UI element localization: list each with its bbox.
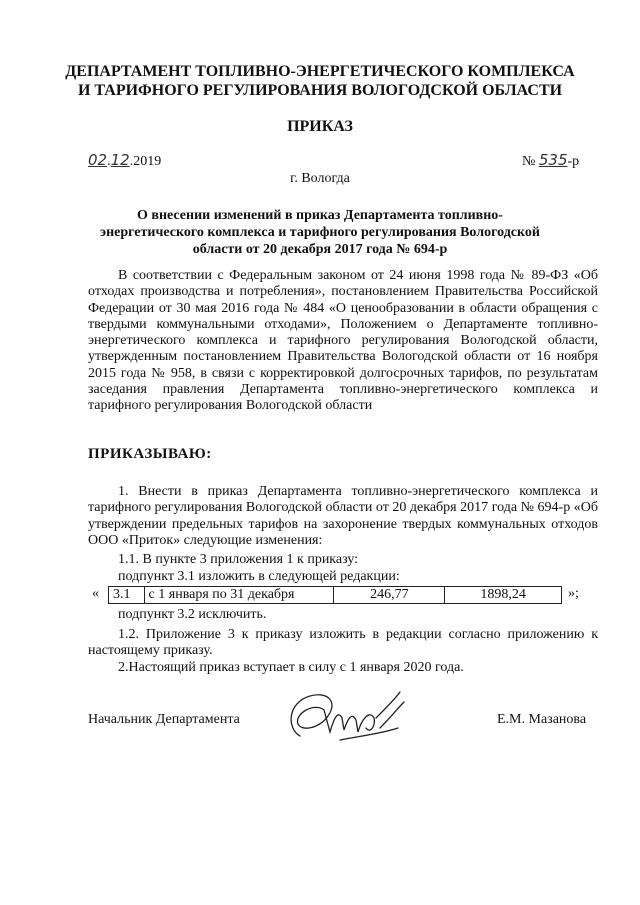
decree-word: ПРИКАЗЫВАЮ: [88,446,212,462]
document-type-title: ПРИКАЗ [287,118,353,135]
table-cell-value-2: 1898,24 [445,587,562,604]
date-month-handwritten: 12 [110,151,130,169]
number-suffix: -р [567,154,580,169]
signatory-role: Начальник Департамента [88,712,240,727]
number-handwritten: 535 [538,151,568,169]
item-1-1: 1.1. В пункте 3 приложения 1 к приказу: [118,552,359,567]
order-number [522,152,579,170]
quote-open: « [92,586,99,601]
table-cell-value-1: 246,77 [334,587,445,604]
department-name-line2: И ТАРИФНОГО РЕГУЛИРОВАНИЯ ВОЛОГОДСКОЙ ОБЛАСТИ [77,82,563,99]
handwritten-signature [280,688,410,750]
department-name-line1: ДЕПАРТАМЕНТ ТОПЛИВНО-ЭНЕРГЕТИЧЕСКОГО КОМПЛЕКСА [65,63,575,80]
number-prefix: № [522,154,536,169]
city: г. Вологда [290,171,350,186]
order-subject: О внесении изменений в приказ Департамента топливно-энергетического комплекса и тарифного регулирования Вологодской области от 20 декабря 2017 года № 694-р [100,208,540,257]
date-year: .2019 [129,154,162,169]
signatory-name: Е.М. Мазанова [497,712,587,727]
item-1-2-paragraph: 1.2. Приложение 3 к приказу изложить в редакции согласно приложению к настоящему приказу. [88,627,598,659]
table-row [109,587,562,604]
subitem-3-2-text: подпункт 3.2 исключить. [118,607,267,622]
order-date: 02.12.2019 [88,151,162,169]
tariff-table-row [88,585,598,605]
item-2: 2.Настоящий приказ вступает в силу с 1 января 2020 года. [118,660,464,675]
date-day-handwritten: 02 [88,151,108,169]
subitem-3-1-text: подпункт 3.1 изложить в следующей редакции: [118,569,400,584]
preamble-paragraph: В соответствии с Федеральным законом от 24 июня 1998 года № 89-ФЗ «Об отходах производства и потребления», постановлением Правительства Российской Федерации от 30 мая 2016 года № 484 «О ценообразовании в области обращения с твердыми коммунальными отходами», Положением о Департаменте топливно-энергетического комплекса и тарифного регулирования Вологодской области, утвержденным постановлением Правительства Вологодской области от 16 ноября 2015 года № 958, в связи с корректировкой долгосрочных тарифов, по результатам заседания правления Департамента топливно-энергетического комплекса и тарифного регулирования Вологодской области [88,268,598,414]
quote-close: »; [568,586,579,601]
table-cell-period: с 1 января по 31 декабря [144,587,334,604]
table-cell-code: 3.1 [109,587,145,604]
tariff-table [108,586,562,604]
item-1-paragraph: 1. Внести в приказ Департамента топливно-энергетического комплекса и тарифного регулирования Вологодской области от 20 декабря 2017 года № 694-р «Об утверждении предельных тарифов на захоронение твердых коммунальных отходов ООО «Приток» следующие изменения: [88,484,598,548]
